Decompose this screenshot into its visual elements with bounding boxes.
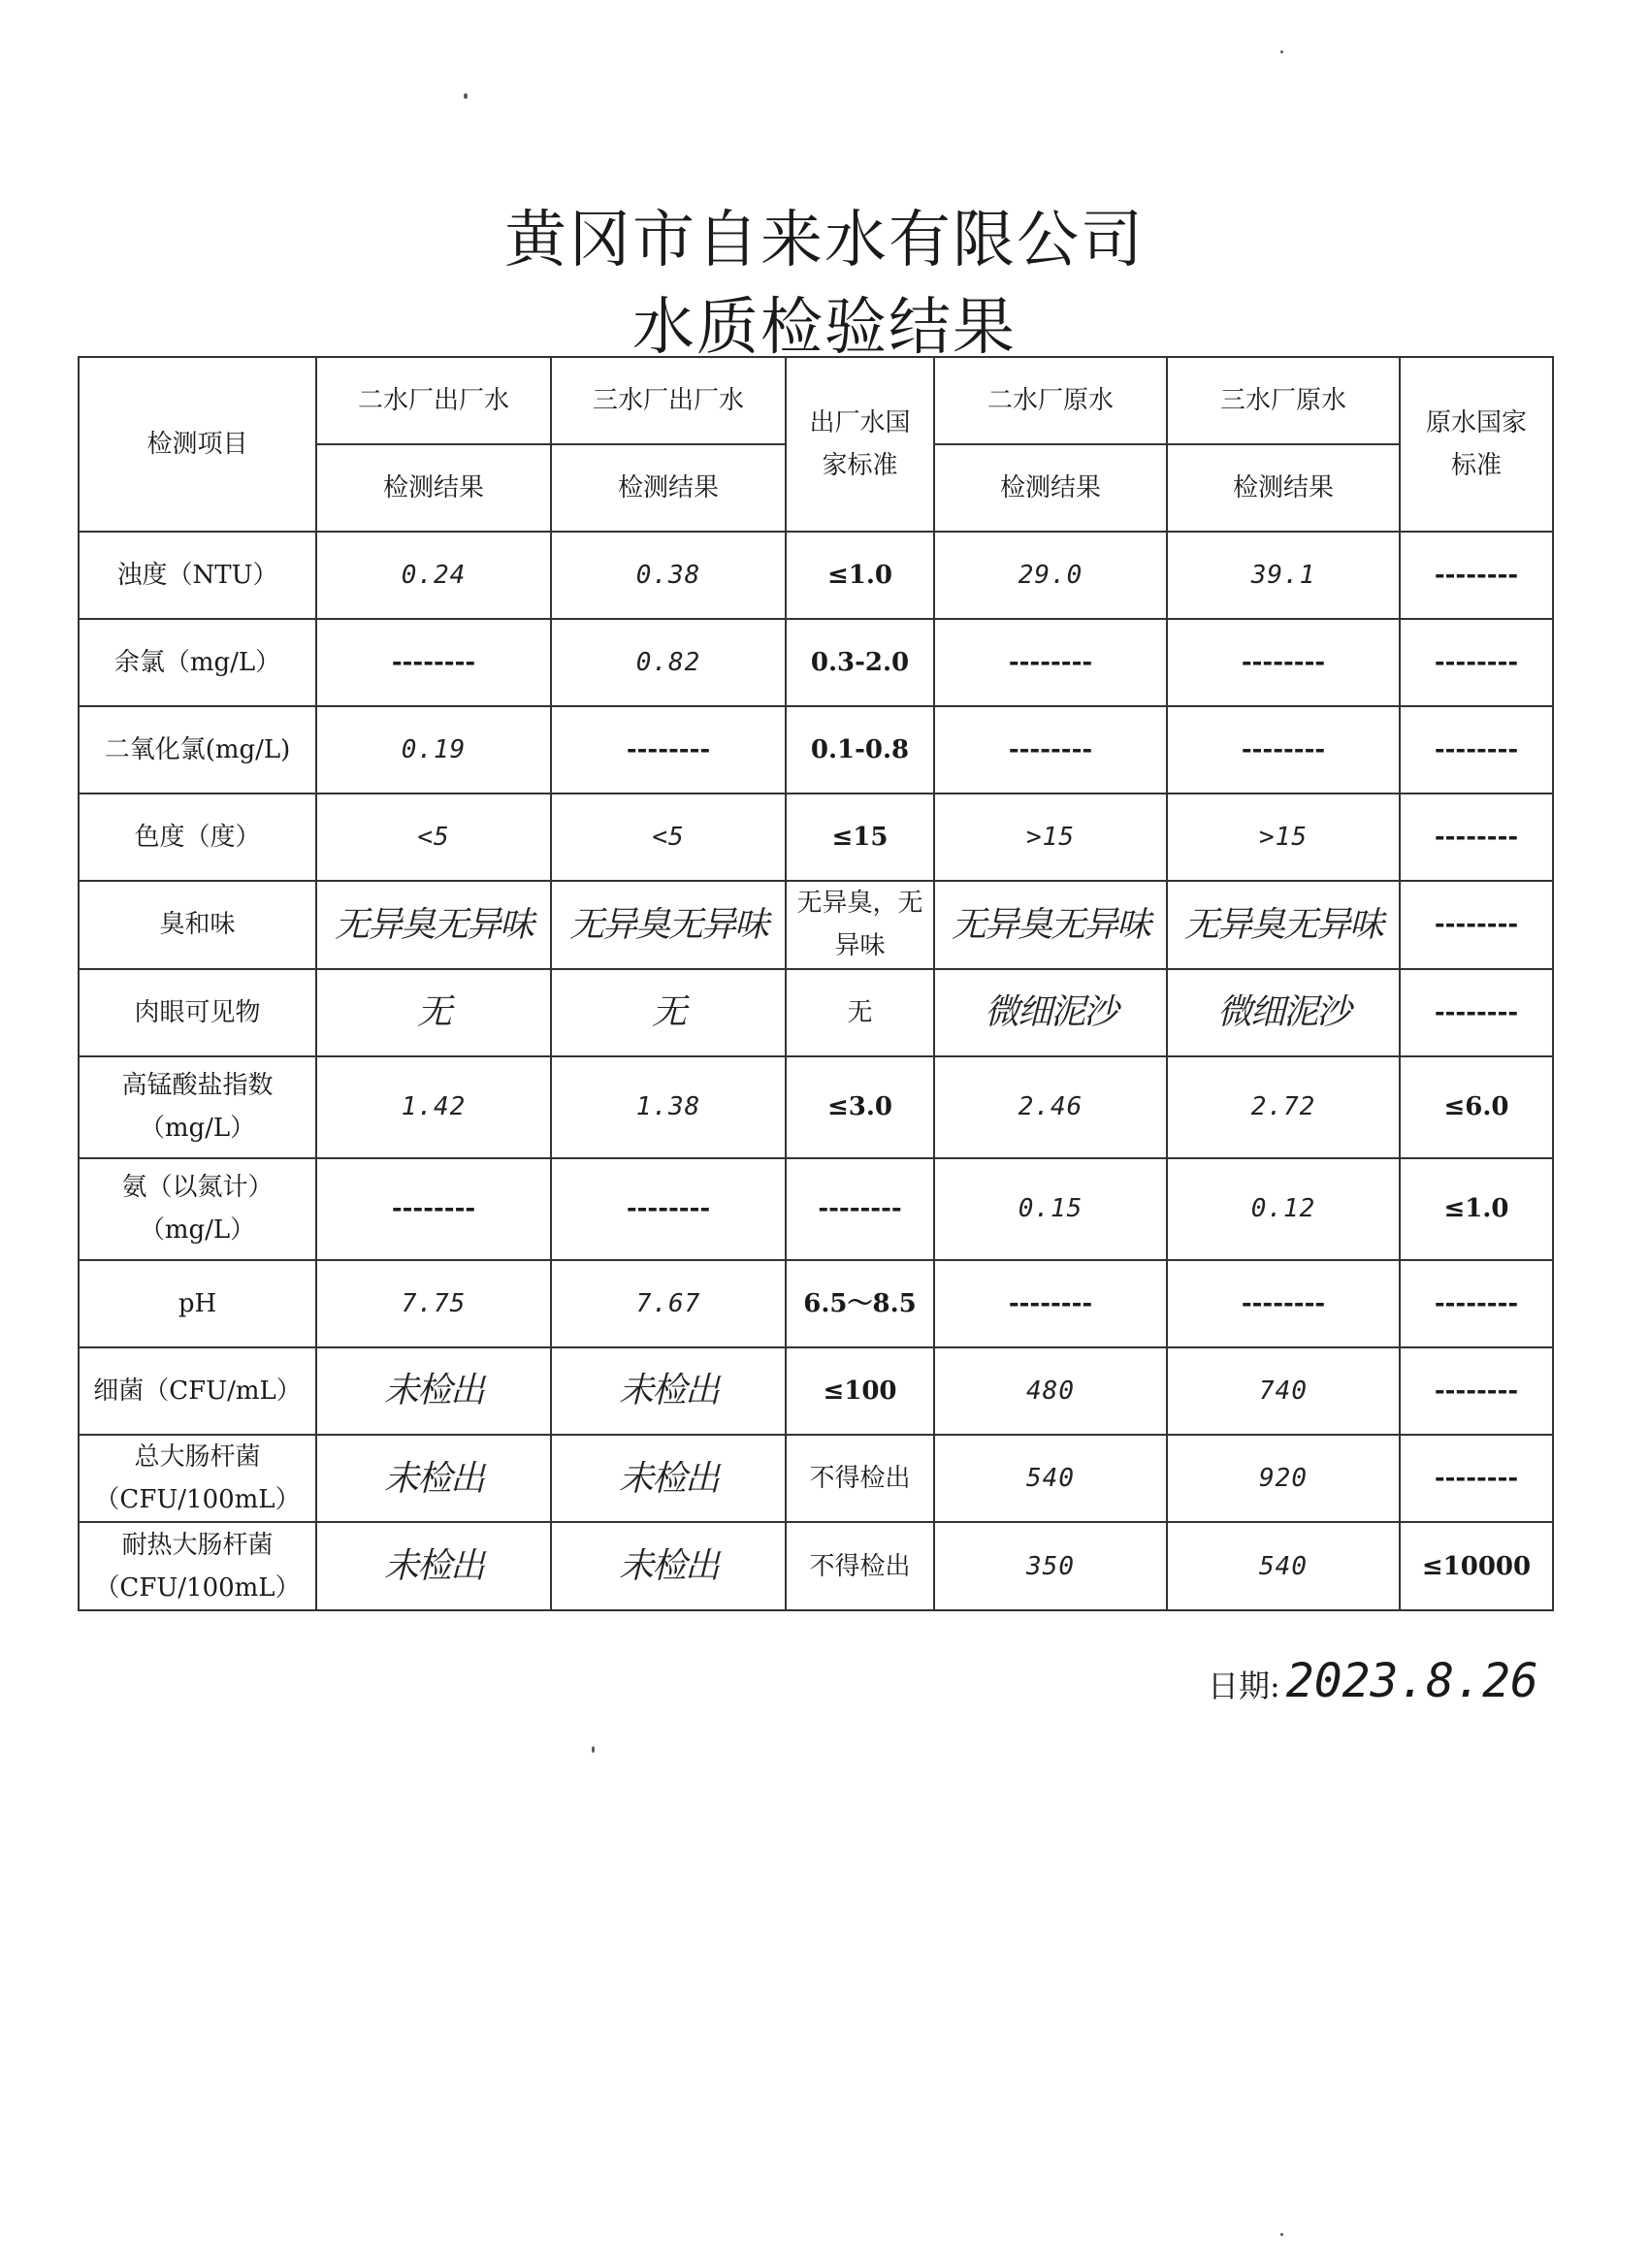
result-cell: 740: [1167, 1347, 1400, 1435]
standard-cell: --------: [1400, 619, 1553, 706]
result-cell: 微细泥沙: [1167, 969, 1400, 1056]
result-cell: 540: [1167, 1522, 1400, 1610]
standard-cell: ≤10000: [1400, 1522, 1553, 1610]
standard-cell: 无: [786, 969, 934, 1056]
table-row: [79, 1522, 1553, 1610]
table-row: [79, 881, 1553, 968]
header-std1: 出厂水国家标准: [786, 357, 934, 532]
standard-cell: 0.1-0.8: [786, 706, 934, 794]
row-label: 臭和味: [79, 881, 316, 968]
result-cell: 未检出: [551, 1347, 786, 1435]
table-row: [79, 1435, 1553, 1522]
result-cell: 未检出: [551, 1435, 786, 1522]
table-row: [79, 706, 1553, 794]
standard-cell: 不得检出: [786, 1435, 934, 1522]
result-cell: >15: [1167, 794, 1400, 881]
standard-cell: --------: [1400, 706, 1553, 794]
result-cell: --------: [316, 619, 551, 706]
result-cell: 0.12: [1167, 1158, 1400, 1260]
scan-speck: [1280, 2233, 1283, 2236]
result-cell: 29.0: [934, 532, 1167, 619]
result-cell: --------: [934, 706, 1167, 794]
standard-cell: --------: [1400, 532, 1553, 619]
subheader-col2: 检测结果: [551, 444, 786, 532]
subheader-col4: 检测结果: [1167, 444, 1400, 532]
result-cell: 350: [934, 1522, 1167, 1610]
standard-cell: ≤3.0: [786, 1056, 934, 1158]
standard-cell: 0.3-2.0: [786, 619, 934, 706]
standard-cell: ≤1.0: [786, 532, 934, 619]
standard-cell: --------: [1400, 1347, 1553, 1435]
report-date: [1208, 1654, 1538, 1708]
standard-cell: 6.5～8.5: [786, 1260, 934, 1347]
header-item: 检测项目: [79, 357, 316, 532]
result-cell: 1.42: [316, 1056, 551, 1158]
date-label: 日期:: [1208, 1668, 1280, 1704]
result-cell: 无: [316, 969, 551, 1056]
result-cell: 无: [551, 969, 786, 1056]
result-cell: 无异臭无异味: [1167, 881, 1400, 968]
result-cell: 2.72: [1167, 1056, 1400, 1158]
standard-cell: ≤6.0: [1400, 1056, 1553, 1158]
company-title: 黄冈市自来水有限公司: [504, 205, 1145, 276]
header-row: [79, 357, 1553, 444]
result-cell: 480: [934, 1347, 1167, 1435]
result-cell: 0.24: [316, 532, 551, 619]
result-cell: 7.75: [316, 1260, 551, 1347]
result-cell: 0.15: [934, 1158, 1167, 1260]
standard-cell: ≤100: [786, 1347, 934, 1435]
result-cell: --------: [551, 1158, 786, 1260]
result-cell: --------: [1167, 1260, 1400, 1347]
standard-cell: ≤1.0: [1400, 1158, 1553, 1260]
result-cell: 540: [934, 1435, 1167, 1522]
standard-cell: --------: [1400, 1260, 1553, 1347]
row-label: 细菌（CFU/mL）: [79, 1347, 316, 1435]
standard-cell: --------: [786, 1158, 934, 1260]
standard-cell: ≤15: [786, 794, 934, 881]
row-label: 肉眼可见物: [79, 969, 316, 1056]
result-cell: --------: [1167, 706, 1400, 794]
scan-speck: [592, 1746, 595, 1753]
table-row: [79, 969, 1553, 1056]
result-cell: --------: [551, 706, 786, 794]
result-cell: 未检出: [551, 1522, 786, 1610]
result-cell: 无异臭无异味: [551, 881, 786, 968]
result-cell: --------: [934, 1260, 1167, 1347]
row-label: 色度（度）: [79, 794, 316, 881]
result-cell: --------: [934, 619, 1167, 706]
result-cell: 微细泥沙: [934, 969, 1167, 1056]
standard-cell: --------: [1400, 881, 1553, 968]
header-col2: 三水厂出厂水: [551, 357, 786, 444]
result-cell: 0.82: [551, 619, 786, 706]
report-title: 水质检验结果: [632, 292, 1017, 364]
row-label: 总大肠杆菌（CFU/100mL）: [79, 1435, 316, 1522]
standard-cell: 无异臭，无异味: [786, 881, 934, 968]
result-cell: <5: [551, 794, 786, 881]
standard-cell: 不得检出: [786, 1522, 934, 1610]
row-label: pH: [79, 1260, 316, 1347]
result-cell: 0.38: [551, 532, 786, 619]
row-label: 高锰酸盐指数（mg/L）: [79, 1056, 316, 1158]
result-cell: 0.19: [316, 706, 551, 794]
table-row: [79, 794, 1553, 881]
result-cell: 未检出: [316, 1435, 551, 1522]
subheader-col1: 检测结果: [316, 444, 551, 532]
header-std2: 原水国家标准: [1400, 357, 1553, 532]
header-col3: 二水厂原水: [934, 357, 1167, 444]
table-row: [79, 532, 1553, 619]
header-col4: 三水厂原水: [1167, 357, 1400, 444]
result-cell: >15: [934, 794, 1167, 881]
result-cell: 920: [1167, 1435, 1400, 1522]
row-label: 余氯（mg/L）: [79, 619, 316, 706]
standard-cell: --------: [1400, 794, 1553, 881]
standard-cell: --------: [1400, 1435, 1553, 1522]
table-row: [79, 1347, 1553, 1435]
result-cell: 未检出: [316, 1522, 551, 1610]
result-cell: 2.46: [934, 1056, 1167, 1158]
result-cell: --------: [1167, 619, 1400, 706]
scan-speck: [1280, 50, 1283, 53]
scan-speck: [464, 93, 468, 99]
result-cell: --------: [316, 1158, 551, 1260]
row-label: 氨（以氮计）（mg/L）: [79, 1158, 316, 1260]
table-row: [79, 1056, 1553, 1158]
subheader-col3: 检测结果: [934, 444, 1167, 532]
result-cell: 无异臭无异味: [316, 881, 551, 968]
result-cell: 未检出: [316, 1347, 551, 1435]
row-label: 浊度（NTU）: [79, 532, 316, 619]
header-col1: 二水厂出厂水: [316, 357, 551, 444]
result-cell: 1.38: [551, 1056, 786, 1158]
table-row: [79, 1158, 1553, 1260]
row-label: 耐热大肠杆菌（CFU/100mL）: [79, 1522, 316, 1610]
result-cell: 7.67: [551, 1260, 786, 1347]
table-row: [79, 1260, 1553, 1347]
standard-cell: --------: [1400, 969, 1553, 1056]
row-label: 二氧化氯(mg/L): [79, 706, 316, 794]
result-cell: 无异臭无异味: [934, 881, 1167, 968]
result-cell: 39.1: [1167, 532, 1400, 619]
table-row: [79, 619, 1553, 706]
result-cell: <5: [316, 794, 551, 881]
water-quality-table: [78, 356, 1554, 1611]
date-value: 2023.8.26: [1285, 1654, 1538, 1708]
